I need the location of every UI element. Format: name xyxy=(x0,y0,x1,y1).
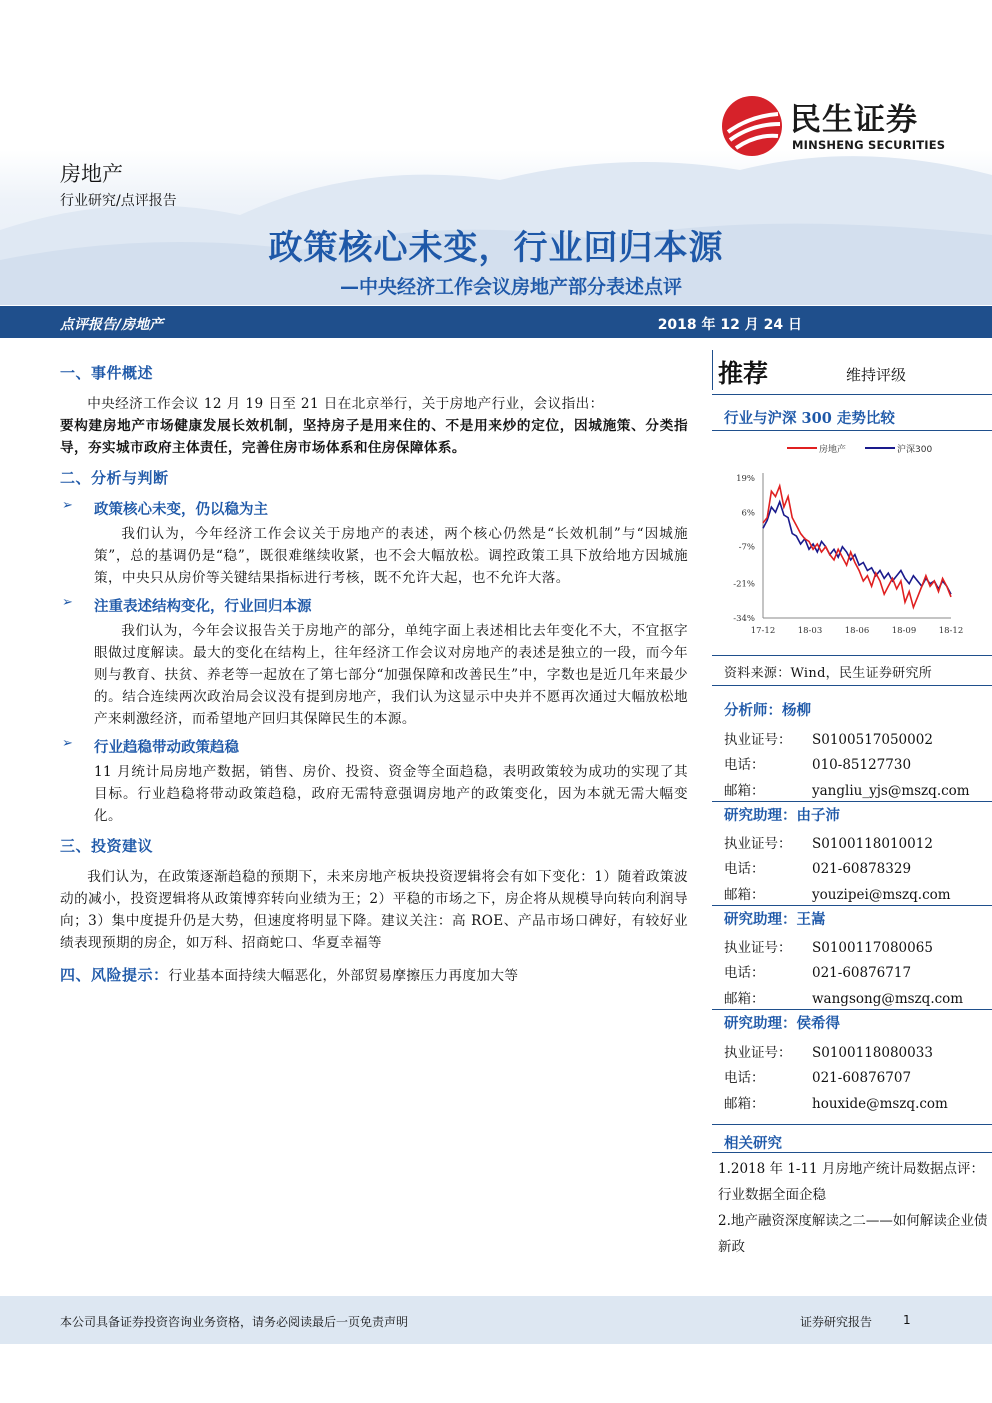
field-value: S0100118010012 xyxy=(812,836,933,852)
analyst-tel xyxy=(724,753,911,773)
subheading-text: 注重表述结构变化，行业回归本源 xyxy=(94,598,312,615)
footer-report-label: 证券研究报告 xyxy=(800,1315,873,1329)
subheading-structure xyxy=(60,595,688,616)
chart-title: 行业与沪深 300 走势比较 xyxy=(724,410,895,427)
field-label: 电话： xyxy=(724,965,765,981)
company-logo xyxy=(718,92,958,162)
field-value: 021-60876717 xyxy=(812,965,912,981)
logo-text-en: MINSHENG SECURITIES xyxy=(792,138,946,152)
field-label: 邮箱： xyxy=(724,1096,765,1112)
report-type: 行业研究/点评报告 xyxy=(60,193,177,209)
section-title-analysis: 二、分析与判断 xyxy=(60,469,169,487)
assistant3-title: 研究助理：侯希得 xyxy=(724,1015,840,1032)
assistant1-title: 研究助理：由子沛 xyxy=(724,807,840,824)
x-tick-label: 18-09 xyxy=(891,626,917,636)
field-label: 邮箱： xyxy=(724,991,765,1007)
assistant3-cert xyxy=(724,1041,933,1061)
arrow-icon: ➢ xyxy=(62,595,73,610)
legend-label: 沪深300 xyxy=(897,445,933,455)
divider xyxy=(712,685,992,686)
y-tick-label: 6% xyxy=(741,508,755,519)
arrow-icon: ➢ xyxy=(62,736,73,751)
divider xyxy=(712,905,992,906)
y-tick-label: -21% xyxy=(733,579,755,590)
field-value[interactable]: youzipei@mszq.com xyxy=(812,887,951,903)
field-label: 执业证号： xyxy=(724,836,792,852)
field-label: 执业证号： xyxy=(724,732,792,748)
field-value[interactable]: wangsong@mszq.com xyxy=(812,991,964,1007)
divider xyxy=(712,801,992,802)
field-label: 电话： xyxy=(724,861,765,877)
field-value[interactable]: houxide@mszq.com xyxy=(812,1096,948,1112)
assistant1-cert xyxy=(724,832,933,852)
field-label: 电话： xyxy=(724,1070,765,1086)
risk-text: 行业基本面持续大幅恶化，外部贸易摩擦压力再度加大等 xyxy=(168,968,519,984)
chart-source: 资料来源：Wind，民生证券研究所 xyxy=(724,666,933,681)
divider xyxy=(712,430,992,431)
field-value: 021-60878329 xyxy=(812,861,912,877)
field-value: 010-85127730 xyxy=(812,757,912,773)
footer-disclaimer: 本公司具备证券投资咨询业务资格，请务必阅读最后一页免责声明 xyxy=(60,1315,409,1329)
section-title-risk: 四、风险提示： xyxy=(60,966,169,984)
divider xyxy=(712,394,992,395)
subheading-policy xyxy=(60,498,688,519)
logo-text-cn: 民生证券 xyxy=(790,102,918,138)
field-label: 邮箱： xyxy=(724,783,765,799)
band-category: 点评报告/房地产 xyxy=(60,317,164,333)
field-value: 021-60876707 xyxy=(812,1070,912,1086)
report-subtitle: —中央经济工作会议房地产部分表述点评 xyxy=(339,276,682,298)
section-title-event: 一、事件概述 xyxy=(60,364,154,382)
field-label: 邮箱： xyxy=(724,887,765,903)
field-value: S0100117080065 xyxy=(812,940,933,956)
invest-paragraph: 我们认为，在政策逐渐趋稳的预期下，未来房地产板块投资逻辑将会有如下变化：1）随着政策波动的减小，投资逻辑将从政策博弈转向业绩为王；2）平稳的市场之下，房企将从规模导向转向利润导向；3）集中度提升仍是大势，但速度将明显下降。建议关注：高 ROE、产品市场口碑好，有较好业绩表现预期的房企，如万科、招商蛇口、华夏幸福等 xyxy=(60,869,688,951)
x-tick-label: 17-12 xyxy=(750,626,776,636)
y-tick-label: -34% xyxy=(733,614,755,624)
related-title: 相关研究 xyxy=(724,1135,782,1152)
divider xyxy=(712,1009,992,1010)
assistant3-tel xyxy=(724,1066,911,1086)
field-value: S0100517050002 xyxy=(812,732,933,748)
report-header xyxy=(0,0,992,305)
subheading-stable xyxy=(60,736,688,757)
analyst-title: 分析师：杨柳 xyxy=(724,702,811,719)
section-title-invest: 三、投资建议 xyxy=(60,837,154,855)
analysis-paragraph-3: 11 月统计局房地产数据，销售、房价、投资、资金等全面趋稳，表明政策较为成功的实现了其目标。行业趋稳将带动政策趋稳，政府无需特意强调房地产的政策变化，因为本就无需大幅变化。 xyxy=(94,764,688,824)
rating-label: 推荐 xyxy=(718,359,769,388)
rating-box xyxy=(712,350,992,394)
analysis-paragraph-2: 我们认为，今年会议报告关于房地产的部分，单纯字面上表述相比去年变化不大，不宜抠字眼做过度解读。最大的变化在结构上，往年经济工作会议对房地产的表述是独立的一段，而今年则与教育、扶贫、养老等一起放在了第七部分“加强保障和改善民生”中，字数也是近几年来最少的。结合连续两次政治局会议没有提到房地产，我们认为这显示中央并不愿再次通过大幅放松地产来刺激经济，而希望地产回归其保障民生的本源。 xyxy=(94,623,688,727)
y-tick-label: 19% xyxy=(736,474,755,484)
divider xyxy=(712,1124,992,1125)
page-number: 1 xyxy=(903,1313,911,1327)
assistant1-tel xyxy=(724,857,911,877)
assistant1-mail xyxy=(724,883,951,903)
related-item[interactable]: 1.2018 年 1-11 月房地产统计局数据点评：行业数据全面企稳 xyxy=(718,1161,984,1203)
divider xyxy=(712,655,992,656)
subheading-text: 行业趋稳带动政策趋稳 xyxy=(94,739,239,756)
assistant2-cert xyxy=(724,936,933,956)
x-tick-label: 18-06 xyxy=(844,626,870,636)
field-label: 执业证号： xyxy=(724,940,792,956)
assistant2-title: 研究助理：王嵩 xyxy=(724,911,826,928)
assistant2-mail xyxy=(724,987,963,1007)
risk-line xyxy=(60,964,688,987)
arrow-icon: ➢ xyxy=(62,498,73,513)
analyst-mail xyxy=(724,779,970,799)
band-date: 2018 年 12 月 24 日 xyxy=(657,317,802,333)
sector-label: 房地产 xyxy=(60,162,123,186)
analysis-paragraph-1: 我们认为，今年经济工作会议关于房地产的表述，两个核心仍然是“长效机制”与“因城施策”，总的基调仍是“稳”，既很难继续收紧，也不会大幅放松。调控政策工具下放给地方因城施策，中央只从房价等关键结果指标进行考核，既不允许大起，也不允许大落。 xyxy=(94,526,688,586)
assistant2-tel xyxy=(724,961,911,981)
event-quote: 要构建房地产市场健康发展长效机制，坚持房子是用来住的、不是用来炒的定位，因城施策、分类指导，夯实城市政府主体责任，完善住房市场体系和住房保障体系。 xyxy=(60,418,688,456)
legend-label: 房地产 xyxy=(819,445,847,455)
field-value: S0100118080033 xyxy=(812,1045,933,1061)
subheading-text: 政策核心未变，仍以稳为主 xyxy=(94,501,268,518)
logo-mark-icon xyxy=(720,94,784,158)
trend-chart xyxy=(715,435,977,647)
main-content xyxy=(60,358,688,987)
field-label: 电话： xyxy=(724,757,765,773)
related-item[interactable]: 2.地产融资深度解读之二——如何解读企业债新政 xyxy=(718,1213,988,1255)
related-list xyxy=(718,1156,990,1260)
field-value[interactable]: yangliu_yjs@mszq.com xyxy=(812,783,970,799)
analyst-cert xyxy=(724,728,933,748)
report-title: 政策核心未变，行业回归本源 xyxy=(268,228,724,268)
assistant3-mail xyxy=(724,1092,948,1112)
field-label: 执业证号： xyxy=(724,1045,792,1061)
event-paragraph: 中央经济工作会议 12 月 19 日至 21 日在北京举行，关于房地产行业，会议指出： xyxy=(87,396,604,412)
x-tick-label: 18-03 xyxy=(797,626,823,636)
series-line xyxy=(763,486,951,608)
y-tick-label: -7% xyxy=(738,542,755,553)
divider xyxy=(712,1152,992,1153)
x-tick-label: 18-12 xyxy=(938,626,964,636)
rating-value: 维持评级 xyxy=(846,366,907,384)
